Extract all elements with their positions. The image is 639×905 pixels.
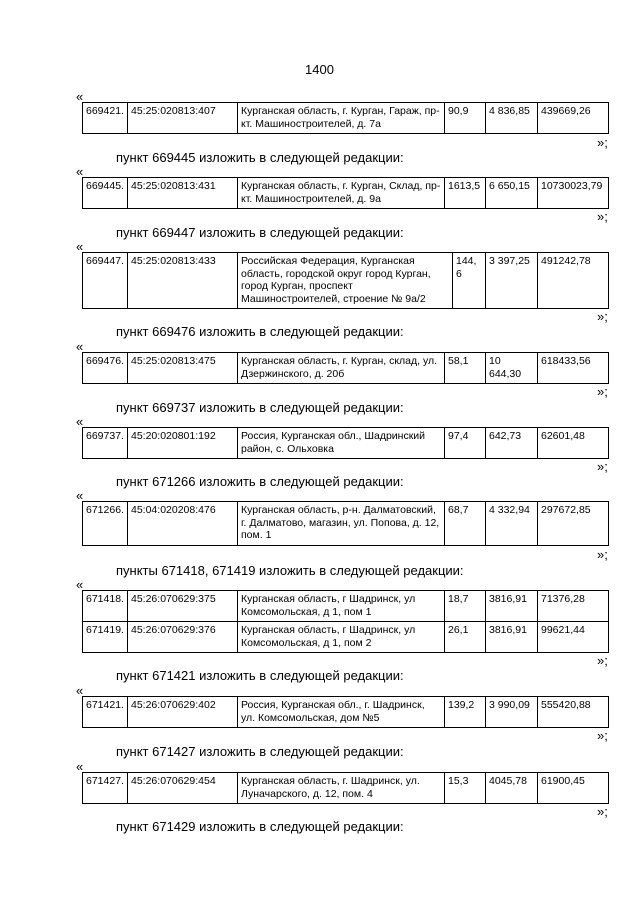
table-row [83, 591, 609, 622]
cadastral-value: 439669,26 [538, 103, 609, 134]
close-quote: »; [597, 728, 608, 743]
cadastral-value: 618433,56 [538, 353, 609, 384]
open-quote: « [76, 89, 84, 104]
record-table [82, 177, 609, 209]
cadastral-value: 555420,88 [538, 697, 609, 728]
open-quote: « [76, 488, 84, 503]
area: 18,7 [445, 591, 486, 622]
cadastral-value: 491242,78 [538, 253, 609, 309]
amendment-instruction: пункт 671421 изложить в следующей редакции: [116, 668, 404, 683]
table-row [83, 428, 609, 459]
table-row [83, 622, 609, 653]
specific-value: 3816,91 [486, 622, 538, 653]
table-row [83, 178, 609, 209]
address: Курганская область, г Шадринск, ул Комсомольская, д 1, пом 1 [238, 591, 445, 622]
record-number: 671266. [83, 502, 128, 546]
close-quote: »; [597, 384, 608, 399]
record-number: 669421. [83, 103, 128, 134]
amendment-instruction: пункт 669476 изложить в следующей редакции: [116, 324, 404, 339]
record-table [82, 102, 609, 134]
page-number: 1400 [305, 62, 334, 77]
cadastral-number: 45:25:020813:407 [128, 103, 238, 134]
close-quote: »; [597, 135, 608, 150]
address: Россия, Курганская обл., г. Шадринск, ул. Комсомольская, дом №5 [238, 697, 445, 728]
amendment-instruction: пункты 671418, 671419 изложить в следующей редакции: [116, 563, 464, 578]
close-quote: »; [597, 309, 608, 324]
record-number: 671418. [83, 591, 128, 622]
address: Курганская область, г. Курган, Гараж, пр-кт. Машиностроителей, д. 7а [238, 103, 445, 134]
record-number: 671427. [83, 773, 128, 804]
amendment-instruction: пункт 669447 изложить в следующей редакции: [116, 225, 404, 240]
address: Россия, Курганская обл., Шадринский район, с. Ольховка [238, 428, 445, 459]
specific-value: 3 397,25 [486, 253, 538, 309]
open-quote: « [76, 239, 84, 254]
record-number: 671419. [83, 622, 128, 653]
record-number: 669445. [83, 178, 128, 209]
address: Курганская область, г. Курган, склад, ул. Дзержинского, д. 20б [238, 353, 445, 384]
table-row [83, 502, 609, 546]
record-number: 669737. [83, 428, 128, 459]
cadastral-number: 45:20:020801:192 [128, 428, 238, 459]
record-table [82, 352, 609, 384]
area: 15,3 [445, 773, 486, 804]
area: 1613,5 [445, 178, 486, 209]
record-number: 671421. [83, 697, 128, 728]
record-table [82, 696, 609, 728]
close-quote: »; [597, 459, 608, 474]
address: Курганская область, р-н. Далматовский, г. Далматово, магазин, ул. Попова, д. 12, пом. 1 [238, 502, 445, 546]
amendment-instruction: пункт 671427 изложить в следующей редакции: [116, 744, 404, 759]
cadastral-value: 297672,85 [538, 502, 609, 546]
specific-value: 10 644,30 [486, 353, 538, 384]
open-quote: « [76, 759, 84, 774]
cadastral-number: 45:26:070629:454 [128, 773, 238, 804]
address: Курганская область, г. Шадринск, ул. Луначарского, д. 12, пом. 4 [238, 773, 445, 804]
specific-value: 4045,78 [486, 773, 538, 804]
amendment-instruction: пункт 671429 изложить в следующей редакции: [116, 819, 404, 834]
cadastral-number: 45:26:070629:375 [128, 591, 238, 622]
cadastral-number: 45:25:020813:433 [128, 253, 238, 309]
area: 68,7 [445, 502, 486, 546]
record-number: 669447. [83, 253, 128, 309]
close-quote: »; [597, 547, 608, 562]
address: Российская Федерация, Курганская область, городской округ город Курган, город Курган, проспект Машиностроителей, строение № 9а/2 [238, 253, 453, 309]
specific-value: 4 332,94 [486, 502, 538, 546]
area: 58,1 [445, 353, 486, 384]
amendment-instruction: пункт 669737 изложить в следующей редакции: [116, 400, 404, 415]
record-table [82, 252, 609, 309]
specific-value: 4 836,85 [486, 103, 538, 134]
address: Курганская область, г. Курган, Склад, пр-кт. Машиностроителей, д. 9а [238, 178, 445, 209]
close-quote: »; [597, 653, 608, 668]
record-table [82, 427, 609, 459]
cadastral-value: 99621,44 [538, 622, 609, 653]
record-table [82, 772, 609, 804]
table-row [83, 103, 609, 134]
specific-value: 642,73 [486, 428, 538, 459]
cadastral-number: 45:04:020208:476 [128, 502, 238, 546]
close-quote: »; [597, 209, 608, 224]
area: 97,4 [445, 428, 486, 459]
area: 139,2 [445, 697, 486, 728]
area: 144,6 [453, 253, 486, 309]
area: 26,1 [445, 622, 486, 653]
open-quote: « [76, 577, 84, 592]
cadastral-value: 62601,48 [538, 428, 609, 459]
cadastral-value: 61900,45 [538, 773, 609, 804]
table-row [83, 773, 609, 804]
cadastral-number: 45:25:020813:475 [128, 353, 238, 384]
cadastral-number: 45:26:070629:376 [128, 622, 238, 653]
specific-value: 3 990,09 [486, 697, 538, 728]
cadastral-number: 45:26:070629:402 [128, 697, 238, 728]
cadastral-value: 71376,28 [538, 591, 609, 622]
table-row [83, 353, 609, 384]
amendment-instruction: пункт 671266 изложить в следующей редакции: [116, 474, 404, 489]
cadastral-value: 10730023,79 [538, 178, 609, 209]
open-quote: « [76, 414, 84, 429]
open-quote: « [76, 339, 84, 354]
specific-value: 3816,91 [486, 591, 538, 622]
record-number: 669476. [83, 353, 128, 384]
address: Курганская область, г Шадринск, ул Комсомольская, д 1, пом 2 [238, 622, 445, 653]
specific-value: 6 650,15 [486, 178, 538, 209]
area: 90,9 [445, 103, 486, 134]
open-quote: « [76, 683, 84, 698]
cadastral-number: 45:25:020813:431 [128, 178, 238, 209]
record-table [82, 501, 609, 546]
table-row [83, 253, 609, 309]
open-quote: « [76, 164, 84, 179]
close-quote: »; [597, 804, 608, 819]
table-row [83, 697, 609, 728]
record-table [82, 590, 609, 653]
amendment-instruction: пункт 669445 изложить в следующей редакции: [116, 150, 404, 165]
